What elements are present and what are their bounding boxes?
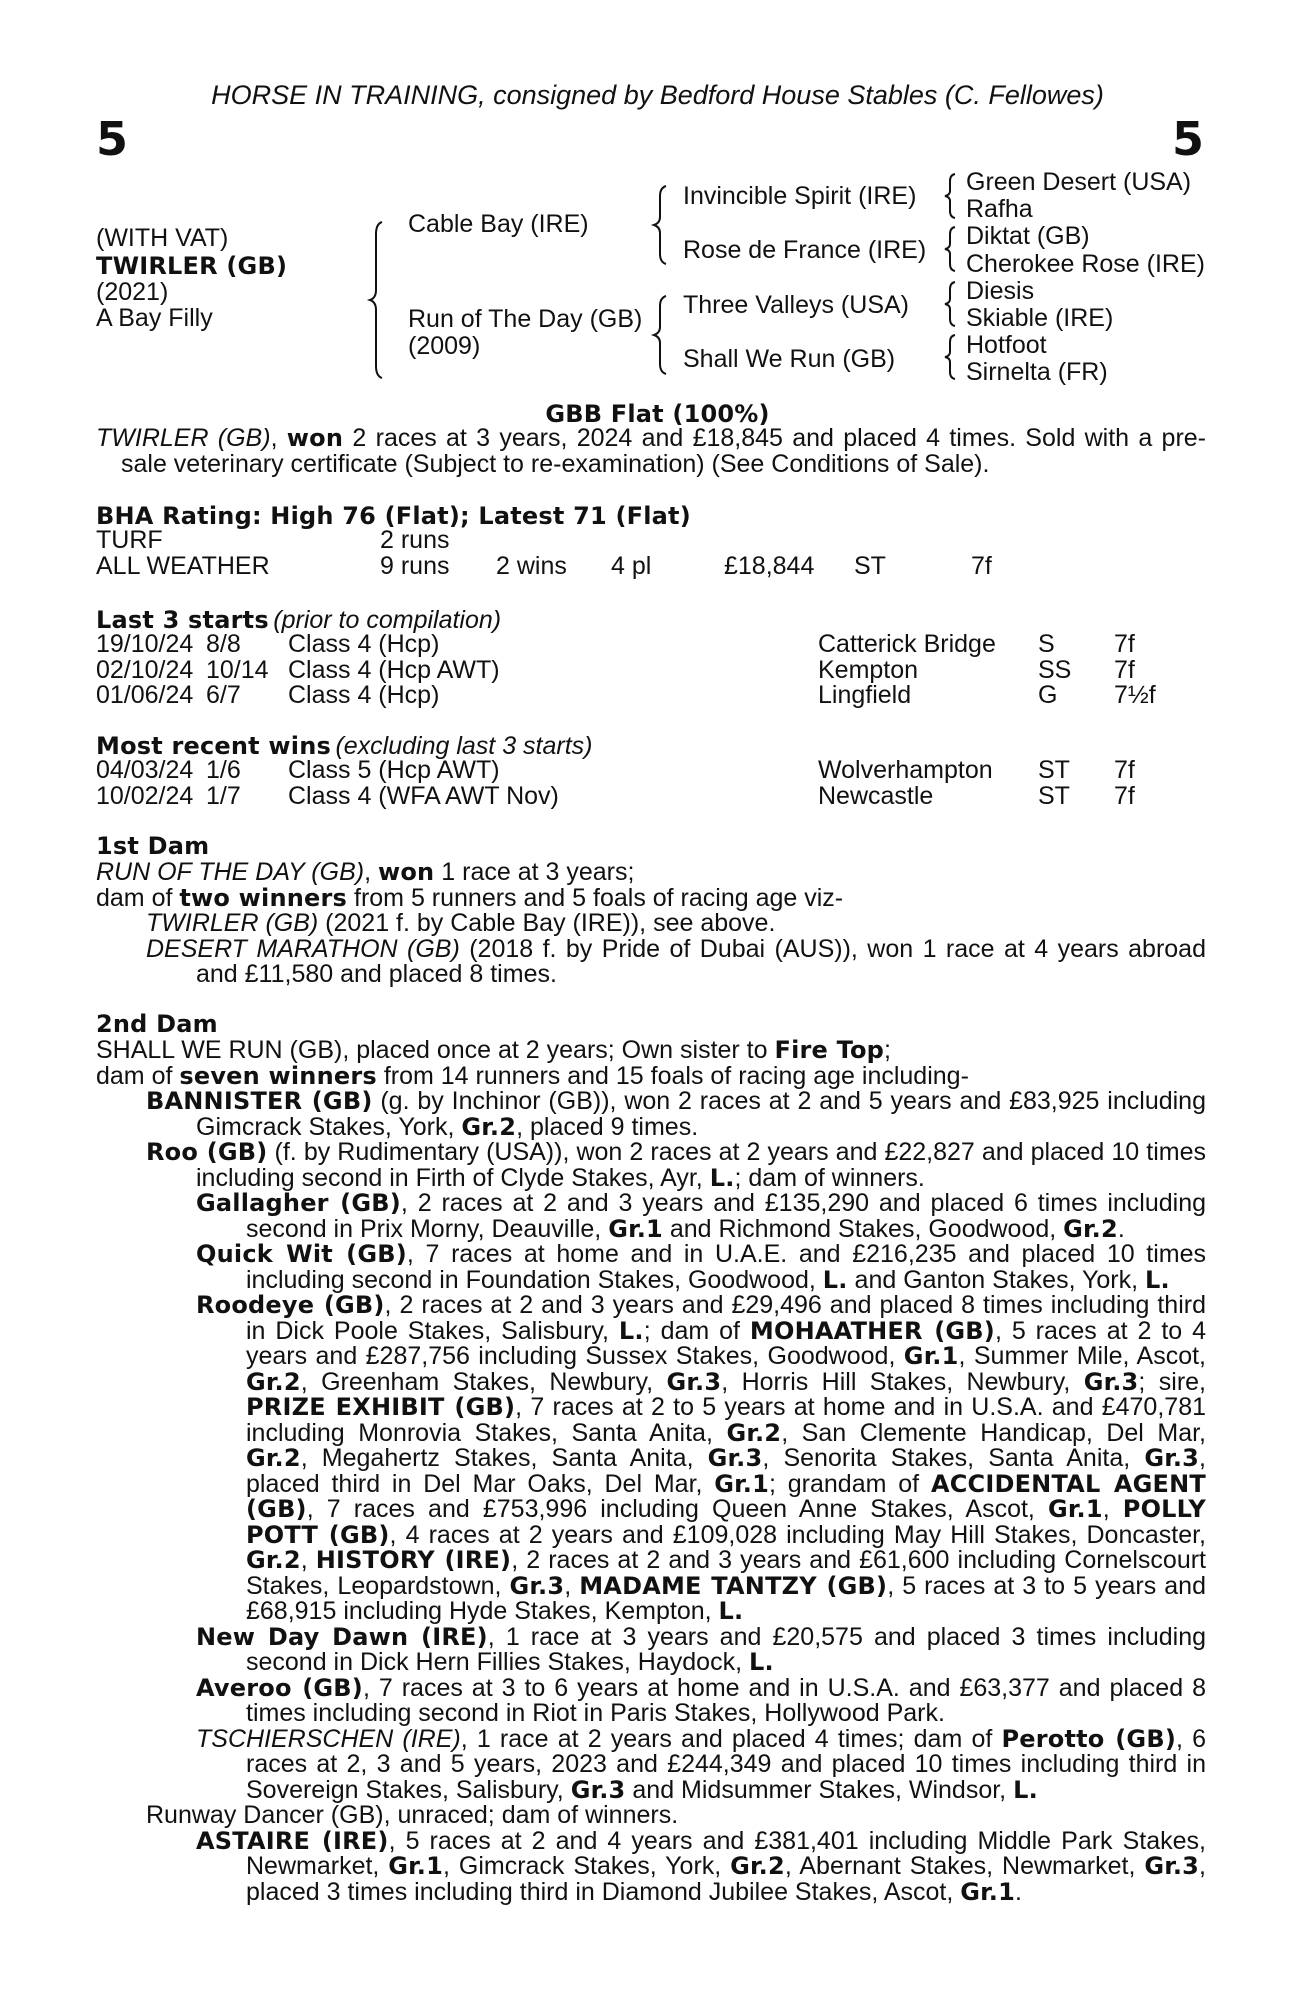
ggs-2: Diktat (GB) [966,222,1090,250]
progeny-quick-wit [96,1242,1206,1293]
progeny-text: , Gimcrack Stakes, York, [443,1852,731,1880]
progeny-roo [96,1140,1206,1191]
race-class: Class 4 (WFA AWT Nov) [288,781,559,810]
race-course: Lingfield [818,681,912,709]
progeny-text: , placed 3 times including third in Diamond Jubilee Stakes, Ascot, [246,1852,1206,1906]
race-course: Kempton [818,655,919,684]
dam-year: (2009) [408,332,481,360]
race-distance: 7f [1114,630,1135,658]
race-course: Catterick Bridge [818,630,996,658]
progeny-name: Quick Wit (GB) [196,1240,407,1268]
grade: Gr.2 [461,1112,517,1141]
first-dam-name: RUN OF THE DAY (GB) [96,858,365,886]
race-distance: 7½f [1114,681,1156,709]
grade: Gr.1 [608,1214,663,1243]
second-dam-name: SHALL WE RUN (GB), placed once at 2 years; Own sister to [96,1036,775,1064]
won-label: won [378,858,435,886]
progeny-text: , 2 races at 2 and 3 years and £61,600 including Cornelscourt Stakes, Leopardstown, [246,1546,1206,1600]
race-going: ST [1038,781,1070,810]
progeny-text: ; dam of winners. [734,1163,925,1192]
rating-row-aw [96,551,1206,580]
ggd-1: Rafha [966,195,1033,223]
race-position: 6/7 [206,681,241,709]
progeny-text: , placed 9 times. [516,1112,699,1141]
progeny-text: , 5 races at 3 to 5 years and £68,915 including Hyde Stakes, Kempton, [246,1571,1206,1625]
progeny-runway-dancer: Runway Dancer (GB), unraced; dam of winners. [146,1801,679,1829]
punctuation: ; [884,1036,891,1064]
horse-link-name: Perotto (GB) [1001,1724,1176,1753]
first-dam-record: 1 race at 3 years; [434,858,635,886]
recent-row [96,758,1206,784]
race-going: ST [1038,756,1070,784]
first-dam-title: 1st Dam [96,832,210,860]
grade: Gr.3 [509,1571,565,1600]
progeny-text: , [564,1571,580,1600]
grade: Gr.2 [246,1444,301,1472]
progeny-text: , [300,1546,316,1574]
rating-surface: TURF [96,526,163,554]
recent-row [96,781,1206,810]
race-date: 19/10/24 [96,630,194,658]
progeny-text: ; sire, [1138,1367,1206,1396]
horse-link-name: ACCIDENTAL AGENT (GB) [246,1469,1206,1523]
grade: Gr.3 [1083,1367,1139,1396]
grade: L. [822,1265,848,1294]
progeny-name: Averoo (GB) [196,1673,363,1702]
last3-title: Last 3 starts [96,606,269,634]
horse-link-name: MOHAATHER (GB) [749,1316,995,1345]
ggs-1: Green Desert (USA) [966,168,1192,196]
progeny-text: , 5 races at 2 and 4 years and £381,401 including Middle Park Stakes, Newmarket, [246,1826,1206,1880]
race-class: Class 4 (Hcp AWT) [288,655,500,684]
progeny-text: (2021 f. by Cable Bay (IRE)), see above. [318,909,776,937]
grade: Gr.2 [1063,1214,1118,1243]
second-dam-title: 2nd Dam [96,1010,218,1038]
progeny-text: (2018 f. by Pride of Dubai (AUS)), won 1 race at 4 years abroad and £11,580 and placed 8 times. [196,934,1206,988]
horse-year: (2021) [96,278,169,306]
horse-link-name: PRIZE EXHIBIT (GB) [246,1393,516,1421]
summary-text: 2 races at 3 years, 2024 and £18,845 and placed 4 times. Sold with a pre-sale veterinary certificate (Subject to re-examination) (See Conditions of Sale). [121,424,1207,478]
rating-runs: 2 runs [380,526,450,554]
race-going: G [1038,681,1058,709]
progeny-name: TWIRLER (GB) [146,909,319,937]
progeny-text: , 7 races at 3 to 6 years at home and in U.S.A. and £63,377 and placed 8 times including second in Riot in Paris Stakes, Hollywood Park. [246,1673,1206,1727]
progeny-text: , Greenham Stakes, Newbury, [300,1367,667,1396]
rating-distance: 7f [971,551,992,580]
race-class: Class 4 (Hcp) [288,630,440,658]
progeny-text: , Senorita Stakes, Santa Anita, [762,1444,1145,1472]
rating-row-turf [96,528,1206,554]
page-header: HORSE IN TRAINING, consigned by Bedford House Stables (C. Fellowes) [211,80,1104,110]
progeny-name: TSCHIERSCHEN (IRE) [196,1724,461,1753]
progeny-text: , 4 races at 2 years and £109,028 including May Hill Stakes, Doncaster, [389,1520,1207,1549]
race-position: 8/8 [206,630,241,658]
dam-sire: Three Valleys (USA) [683,291,909,319]
grade: Gr.1 [903,1342,959,1370]
grade: Gr.2 [726,1418,782,1447]
progeny-bannister [96,1089,1206,1140]
rating-wins: 2 wins [496,551,567,580]
sire-dam: Rose de France (IRE) [683,236,927,264]
progeny-text: , 7 races at home and in U.A.E. and £216,235 and placed 10 times including second in Foundation Stakes, Goodwood, [246,1240,1206,1294]
progeny-name: DESERT MARATHON (GB) [146,934,460,963]
summary-won: won [286,424,344,452]
sire: Cable Bay (IRE) [408,210,589,238]
race-course: Wolverhampton [818,756,993,784]
grade: L. [618,1316,644,1345]
progeny-text: , 5 races at 2 to 4 years and £287,756 including Sussex Stakes, Goodwood, [246,1316,1207,1370]
runners-text: from 5 runners and 5 foals of racing age viz- [347,883,844,912]
winners-count: two winners [179,883,348,912]
grade: Gr.2 [246,1546,301,1574]
horse-name: TWIRLER (GB) [96,252,288,280]
race-date: 10/02/24 [96,781,194,810]
grade: L. [718,1597,744,1625]
dam-dam: Shall We Run (GB) [683,345,896,373]
ggd-3: Skiable (IRE) [966,304,1114,332]
progeny-text: , 1 race at 2 years and placed 4 times; dam of [460,1724,1002,1753]
rating-section [96,502,1206,579]
grade: Gr.3 [707,1444,763,1472]
race-class: Class 5 (Hcp AWT) [288,756,500,784]
grade: Gr.3 [666,1367,722,1396]
rating-surface: ALL WEATHER [96,551,270,580]
rating-title: BHA Rating: High 76 (Flat); Latest 71 (Flat) [96,502,691,530]
progeny-text: , 1 race at 3 years and £20,575 and placed 3 times including second in Dick Hern Fillies Stakes, Haydock, [246,1622,1206,1676]
race-position: 1/6 [206,756,241,784]
grade: Gr.3 [1144,1444,1200,1472]
progeny-text: ; grandam of [769,1469,931,1498]
progeny-averoo [96,1673,1206,1727]
last3-row [96,683,1206,709]
race-class: Class 4 (Hcp) [288,681,440,709]
lot-number-right: 5 [1172,112,1205,166]
ggd-2: Cherokee Rose (IRE) [966,250,1205,278]
last3-section [96,606,1206,709]
grade: Gr.1 [960,1877,1016,1906]
punctuation: . [1015,1877,1022,1906]
race-position: 10/14 [206,655,269,684]
progeny-name: Roo (GB) [146,1138,268,1166]
race-distance: 7f [1114,781,1135,810]
grade: L. [1013,1775,1038,1804]
horse-link-name: POLLY POTT (GB) [246,1495,1206,1549]
grade: Gr.2 [246,1367,301,1396]
progeny-text: and Midsummer Stakes, Windsor, [625,1775,1014,1804]
progeny-text: , 7 races at 2 to 5 years at home and in U.S.A. and £470,781 including Monrovia Stakes, Santa Anita, [246,1393,1206,1447]
rating-placed: 4 pl [611,551,652,580]
progeny-text: , 6 races at 2, 3 and 5 years, 2023 and £244,349 and placed 10 times including third in Sovereign Stakes, Salisbury, [246,1724,1207,1804]
ggd-4: Sirnelta (FR) [966,358,1108,386]
sister-name: Fire Top [774,1036,885,1064]
progeny-text: , Summer Mile, Ascot, [958,1342,1206,1370]
rating-runs: 9 runs [380,551,450,580]
race-course: Newcastle [818,781,934,810]
progeny-gallagher [96,1191,1206,1242]
progeny-tschierschen [96,1724,1207,1804]
progeny-new-day-dawn [96,1622,1206,1676]
progeny-text: , 2 races at 2 and 3 years and £135,290 and placed 6 times including second in Prix Morny, Deauville, [246,1189,1206,1243]
race-date: 01/06/24 [96,681,194,709]
progeny-text: , San Clemente Handicap, Del Mar, [781,1418,1206,1447]
dam: Run of The Day (GB) [408,305,643,333]
race-going: S [1038,630,1055,658]
progeny-text: , Megahertz Stakes, Santa Anita, [300,1444,708,1472]
ggs-3: Diesis [966,277,1035,305]
grade: Gr.1 [714,1469,770,1498]
progeny-text: and Richmond Stakes, Goodwood, [662,1214,1064,1243]
grade: Gr.3 [570,1775,626,1804]
rating-going: ST [854,551,886,580]
progeny-text: (f. by Rudimentary (USA)), won 2 races at 2 years and £22,827 and placed 10 times including second in Firth of Clyde Stakes, Ayr, [196,1138,1206,1192]
progeny-name: New Day Dawn (IRE) [196,1622,488,1651]
last3-row [96,655,1206,684]
race-date: 04/03/24 [96,756,194,784]
grade: Gr.1 [388,1852,444,1880]
grade: Gr.2 [730,1852,785,1880]
grade: L. [709,1163,735,1192]
vat-note: (WITH VAT) [96,224,229,252]
progeny-text: , [1102,1495,1123,1523]
sire-sire: Invincible Spirit (IRE) [683,182,917,210]
progeny-text: , Abernant Stakes, Newmarket, [784,1852,1145,1880]
progeny-text: , placed third in Del Mar Oaks, Del Mar, [246,1444,1206,1498]
progeny-text: and Ganton Stakes, York, [847,1265,1146,1294]
progeny-name: Gallagher (GB) [196,1189,401,1217]
horse-description: A Bay Filly [96,304,213,332]
race-distance: 7f [1114,655,1135,684]
progeny-roodeye [96,1293,1206,1625]
progeny-text: , 2 races at 2 and 3 years and £29,496 and placed 8 times including third in Dick Poole Stakes, Salisbury, [246,1291,1206,1345]
recent-wins-section [96,732,1206,809]
recent-note: (excluding last 3 starts) [335,732,593,760]
dam-of-label: dam of [96,883,180,912]
ggs-4: Hotfoot [966,331,1047,359]
race-going: SS [1038,655,1072,684]
horse-link-name: HISTORY (IRE) [315,1546,512,1574]
race-distance: 7f [1114,756,1135,784]
progeny-name: ASTAIRE (IRE) [196,1826,389,1855]
progeny-text: ; dam of [643,1316,750,1345]
punctuation: . [1117,1214,1125,1243]
progeny-text: (g. by Inchinor (GB)), won 2 races at 2 and 5 years and £83,925 including Gimcrack Stakes, York, [196,1087,1206,1141]
progeny-text: , Horris Hill Stakes, Newbury, [721,1367,1084,1396]
progeny-astaire [96,1826,1206,1906]
grade: L. [748,1648,774,1676]
summary-name: TWIRLER (GB) [96,424,271,452]
rating-prize: £18,844 [724,551,815,580]
grade: Gr.3 [1144,1852,1200,1880]
runners-text: from 14 runners and 15 foals of racing age including- [376,1061,969,1090]
progeny-name: Roodeye (GB) [196,1291,385,1319]
grade: Gr.1 [1047,1495,1103,1523]
grade: L. [1145,1265,1170,1294]
progeny-name: BANNISTER (GB) [146,1087,373,1115]
last3-row [96,632,1206,658]
lot-number-left: 5 [96,112,129,166]
winners-count: seven winners [179,1061,377,1090]
last3-note: (prior to compilation) [273,606,502,634]
summary-paragraph: TWIRLER (GB), won 2 races at 3 years, 2024 and £18,845 and placed 4 times. Sold with a pre-sale veterinary certificate (Subject to re-examination) (See Conditions of Sale). [96,424,1207,478]
recent-title: Most recent wins [96,732,331,760]
progeny-text: , 7 races and £753,996 including Queen Anne Stakes, Ascot, [306,1495,1048,1523]
dam-of-label: dam of [96,1061,180,1090]
horse-link-name: MADAME TANTZY (GB) [579,1571,888,1600]
gbb-heading: GBB Flat (100%) [545,400,770,428]
first-dam-section: 1st Dam RUN OF THE DAY (GB), won 1 race at 3 years; dam of two winners from 5 runners and 5 foals of racing age viz- TWIRLER (GB) (2021 f. by Cable Bay (IRE)), see above. DESERT MARATHON (GB) (2018 f. by Pride of Dubai (AUS)), won 1 race at 4 years abroad and £11,580 and placed 8 times. [96,832,1206,988]
race-date: 02/10/24 [96,655,194,684]
second-dam-section [96,1012,1206,1905]
race-position: 1/7 [206,781,241,810]
